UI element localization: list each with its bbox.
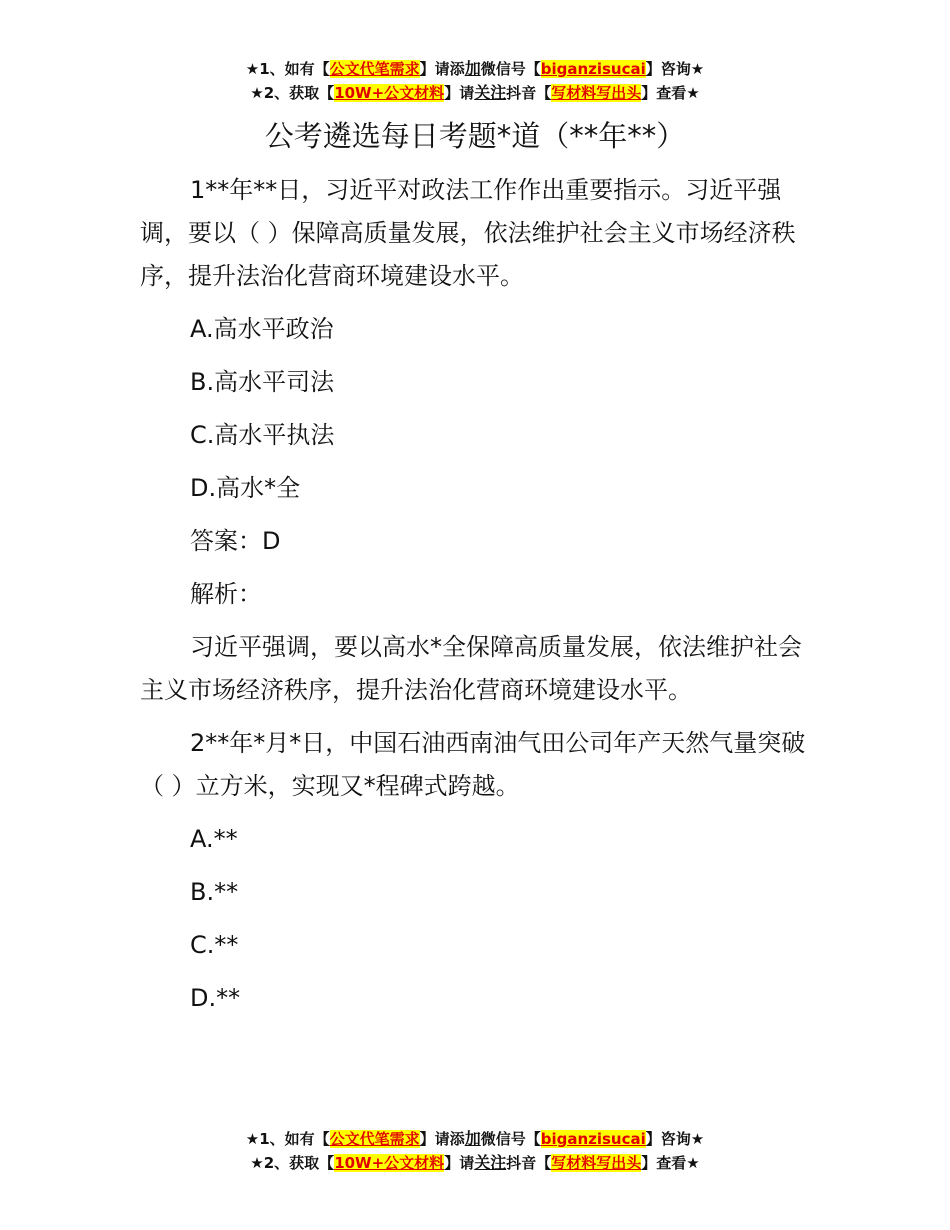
- banner-line-2: [0, 1151, 950, 1175]
- banner-highlight: 写材料写出头: [551, 84, 642, 102]
- banner-text: ★2、获取【: [250, 1154, 335, 1172]
- question-2-option-a: A.**: [190, 825, 238, 853]
- document-title: 公考遴选每日考题*道（**年**）: [264, 119, 686, 153]
- banner-highlight: biganzisucai: [540, 60, 646, 78]
- banner-text: 】请添: [419, 1130, 465, 1148]
- banner-highlight: 10W+公文材料: [334, 84, 445, 102]
- document-body: [140, 169, 815, 1030]
- question-1-option-c: C.高水平执法: [190, 421, 335, 449]
- banner-highlight: 写材料写出头: [551, 1154, 642, 1172]
- banner-line-2: [0, 81, 950, 105]
- banner-text: 】请: [444, 84, 475, 102]
- question-1-option-a: A.高水平政治: [190, 315, 334, 343]
- banner-text: 微信号【: [480, 1130, 541, 1148]
- question-1-analysis: 习近平强调，要以高水*全保障高质量发展，依法维护社会主义市场经济秩序，提升法治化营商环境建设水平。: [140, 633, 802, 704]
- banner-text: ★2、获取【: [250, 84, 335, 102]
- banner-text: 】请添: [419, 60, 465, 78]
- banner-text: 】查看★: [641, 1154, 700, 1172]
- banner-emphasis: 关注: [474, 83, 507, 102]
- question-1-stem: 1**年**日，习近平对政法工作作出重要指示。习近平强调，要以（ ）保障高质量发展，依法维护社会主义市场经济秩序，提升法治化营商环境建设水平。: [140, 176, 796, 290]
- banner-text: ★1、如有【: [245, 1130, 330, 1148]
- banner-text: 】咨询★: [645, 60, 705, 78]
- question-1-option-b: B.高水平司法: [190, 368, 335, 396]
- banner-text: ★1、如有【: [245, 60, 330, 78]
- question-2-option-c: C.**: [190, 931, 239, 959]
- banner-line-1: [0, 1127, 950, 1151]
- banner-text: 抖音【: [506, 84, 552, 102]
- banner-highlight: 公文代笔需求: [329, 1130, 420, 1148]
- banner-text: 微信号【: [480, 60, 541, 78]
- banner-emphasis: 加: [464, 59, 481, 78]
- question-2-option-d: D.**: [190, 984, 241, 1012]
- banner-text: 】请: [444, 1154, 475, 1172]
- banner-line-1: [0, 57, 950, 81]
- banner-emphasis: 关注: [474, 1153, 507, 1172]
- question-1-answer: 答案：D: [190, 527, 281, 555]
- question-2-stem: 2**年*月*日，中国石油西南油气田公司年产天然气量突破（ ）立方米，实现又*程碑式跨越。: [140, 729, 806, 800]
- banner-highlight: biganzisucai: [540, 1130, 646, 1148]
- header-banner: [0, 57, 950, 105]
- banner-highlight: 公文代笔需求: [329, 60, 420, 78]
- banner-text: 】查看★: [641, 84, 700, 102]
- question-1-analysis-label: 解析：: [190, 580, 262, 608]
- question-2-option-b: B.**: [190, 878, 239, 906]
- footer-banner: [0, 1127, 950, 1175]
- question-1-option-d: D.高水*全: [190, 474, 301, 502]
- banner-highlight: 10W+公文材料: [334, 1154, 445, 1172]
- banner-text: 抖音【: [506, 1154, 552, 1172]
- banner-text: 】咨询★: [645, 1130, 705, 1148]
- banner-emphasis: 加: [464, 1129, 481, 1148]
